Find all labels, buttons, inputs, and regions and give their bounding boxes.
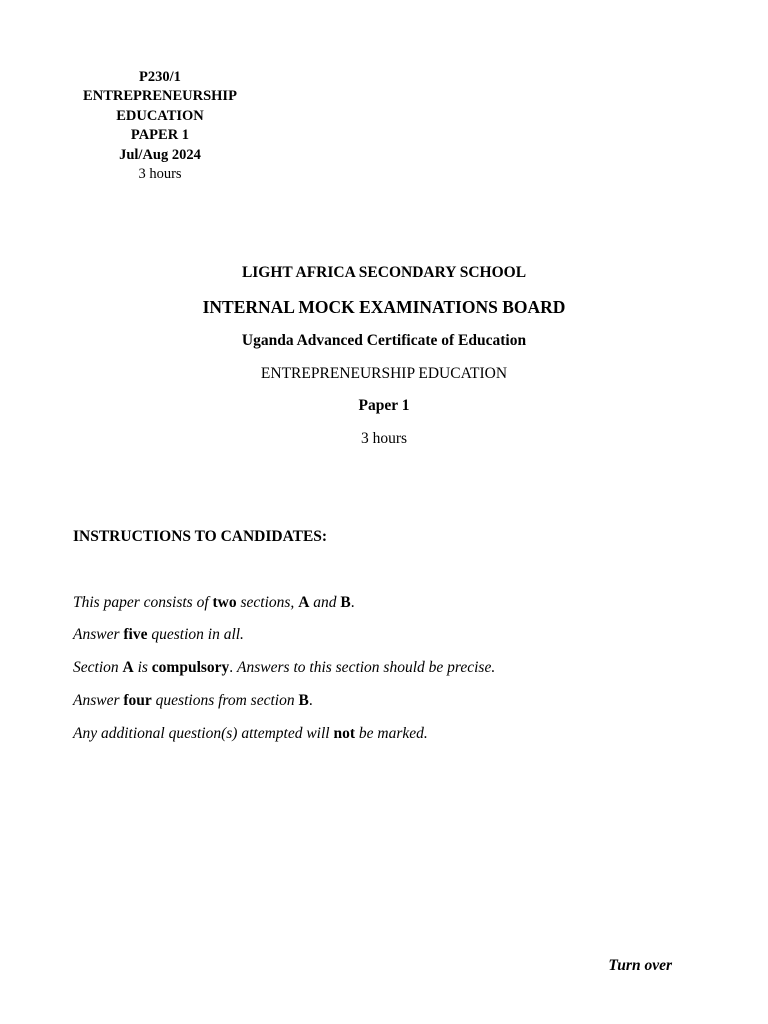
subject-line-2: EDUCATION [116, 107, 204, 124]
instr3-text-b: A [122, 659, 134, 676]
exam-duration: 3 hours [138, 166, 182, 183]
instr5-text-b: not [333, 725, 356, 742]
paper-code: P230/1 [139, 69, 181, 85]
instruction-line-4 [73, 692, 313, 710]
instruction-line-1 [73, 594, 355, 612]
instr3-text-c: is [133, 659, 152, 676]
instr1-text-a: This paper consists of [73, 594, 213, 611]
instr2-text-b: five [123, 626, 148, 643]
instr1-text-f: B [340, 594, 351, 611]
instr2-text-c: question in all. [147, 626, 244, 643]
instr1-text-d: A [298, 594, 310, 611]
school-name: LIGHT AFRICA SECONDARY SCHOOL [241, 264, 527, 281]
duration-title: 3 hours [360, 430, 408, 447]
paper-number: PAPER 1 [130, 127, 190, 144]
instr4-text-b: four [123, 692, 152, 709]
instr4-text-d: B [298, 692, 309, 709]
instr3-text-f: Answers to this section should be precise. [237, 659, 496, 676]
instr1-text-b: two [212, 594, 237, 611]
instr4-text-a: Answer [73, 692, 124, 709]
paper-title: Paper 1 [358, 397, 410, 414]
exam-date: Jul/Aug 2024 [119, 146, 201, 163]
instr5-text-c: be marked. [355, 725, 428, 742]
instruction-line-2 [73, 626, 244, 644]
board-name: INTERNAL MOCK EXAMINATIONS BOARD [202, 297, 566, 317]
instr1-text-c: sections, [236, 594, 299, 611]
certificate-name: Uganda Advanced Certificate of Education [241, 332, 527, 349]
turn-over-label: Turn over [608, 957, 672, 974]
instr3-text-d: compulsory [151, 659, 230, 676]
subject-title: ENTREPRENEURSHIP EDUCATION [260, 365, 508, 382]
instr5-text-a: Any additional question(s) attempted will [73, 725, 334, 742]
paper-reference-block [60, 68, 260, 184]
instr4-text-e: . [308, 692, 313, 709]
instr3-text-a: Section [73, 659, 123, 676]
subject-line-1: ENTREPRENEURSHIP [83, 88, 237, 105]
instr1-text-g: . [350, 594, 355, 611]
instr3-text-e: . [229, 659, 238, 676]
instr1-text-e: and [309, 594, 341, 611]
instruction-line-5 [73, 725, 428, 743]
instr4-text-c: questions from section [151, 692, 299, 709]
instructions-heading: INSTRUCTIONS TO CANDIDATES: [73, 528, 328, 545]
instr2-text-a: Answer [73, 626, 124, 643]
instruction-line-3 [73, 659, 495, 677]
